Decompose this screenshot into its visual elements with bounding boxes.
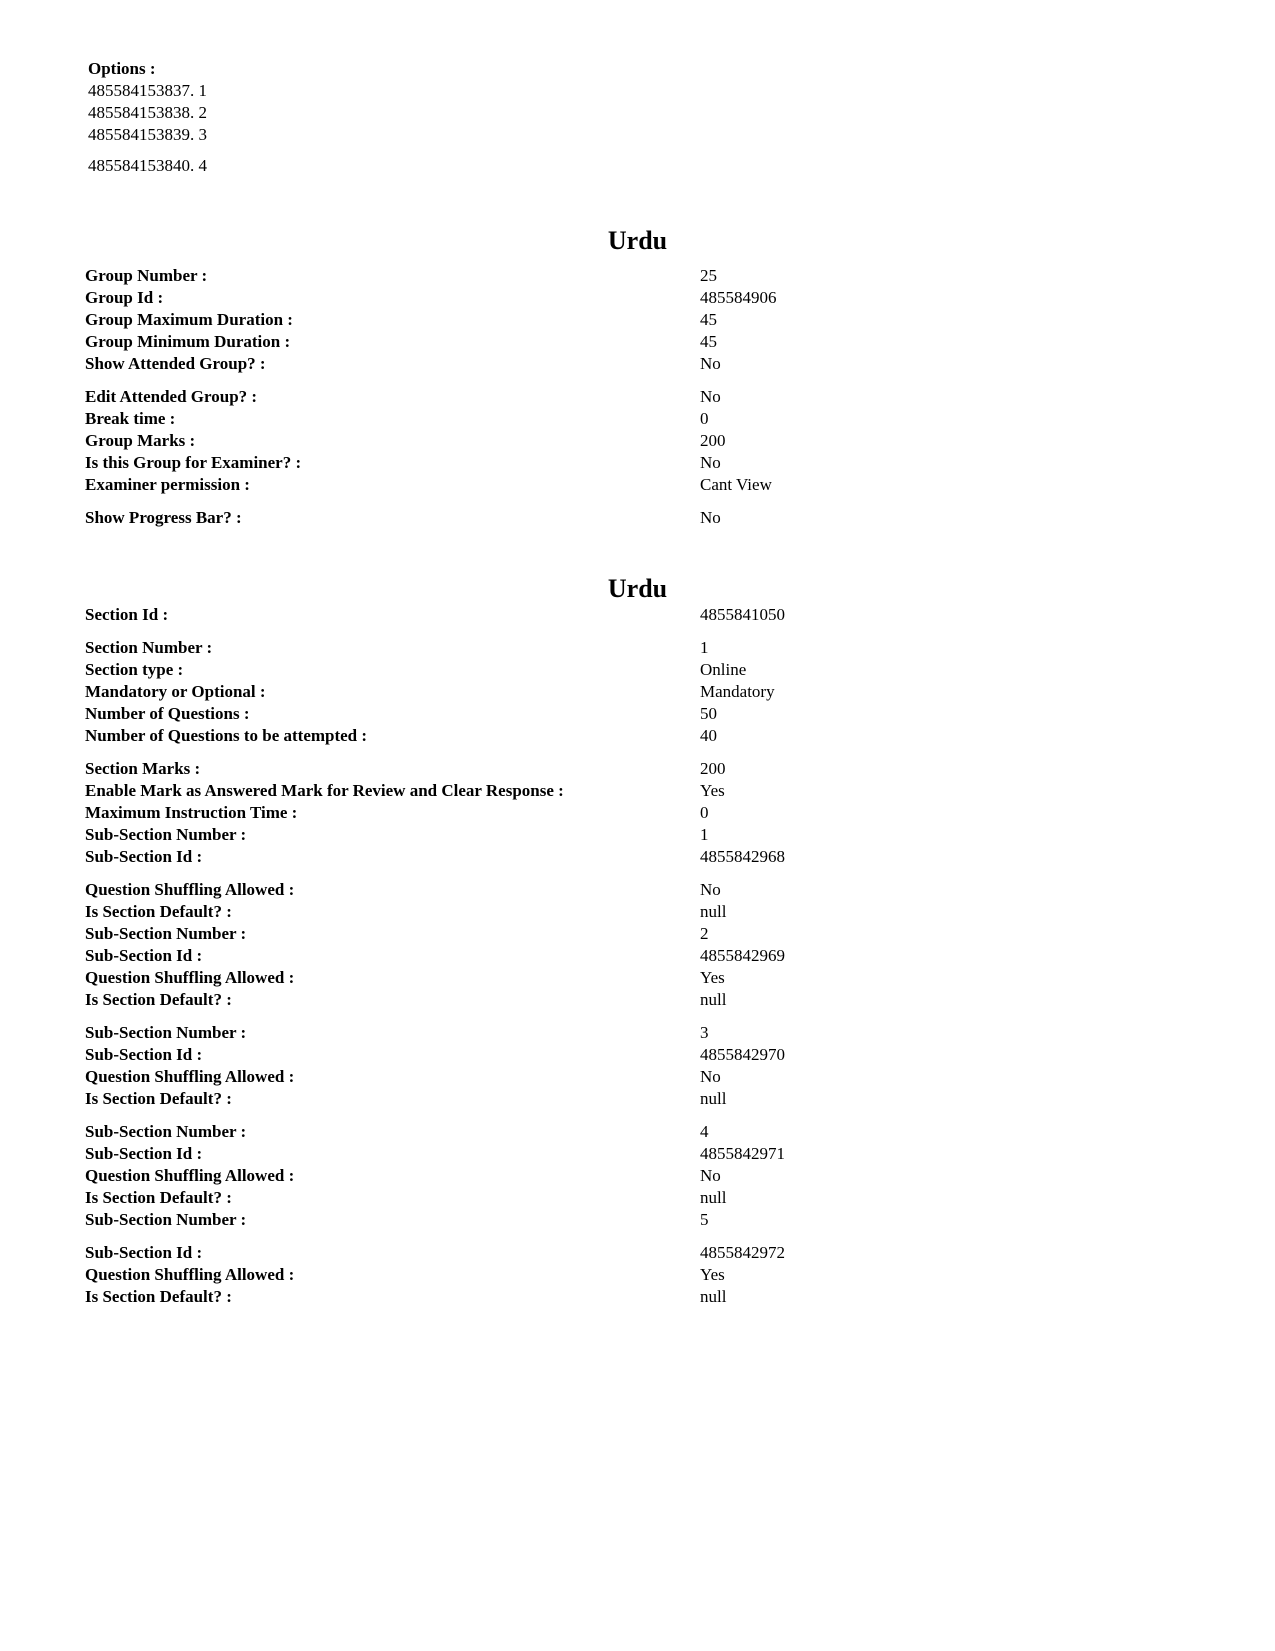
detail-row <box>85 430 885 452</box>
detail-label: Section Number : <box>85 638 213 657</box>
detail-label: Question Shuffling Allowed : <box>85 1067 295 1086</box>
detail-label: Question Shuffling Allowed : <box>85 1166 295 1185</box>
detail-value: 1 <box>700 825 709 844</box>
detail-label: Sub-Section Id : <box>85 847 203 866</box>
detail-label: Sub-Section Id : <box>85 946 203 965</box>
detail-label: Group Marks : <box>85 431 196 450</box>
detail-row <box>85 408 885 430</box>
detail-label: Is Section Default? : <box>85 990 232 1009</box>
detail-label: Sub-Section Number : <box>85 924 247 943</box>
detail-row <box>85 287 885 309</box>
detail-row <box>85 1044 885 1066</box>
detail-row <box>85 824 885 846</box>
detail-value: 485584906 <box>700 288 777 307</box>
detail-row <box>85 923 885 945</box>
detail-row <box>85 474 885 496</box>
options-block <box>88 58 207 177</box>
detail-value: 50 <box>700 704 717 723</box>
detail-value: 3 <box>700 1023 709 1042</box>
detail-label: Group Id : <box>85 288 164 307</box>
detail-label: Is this Group for Examiner? : <box>85 453 302 472</box>
detail-row <box>85 386 885 408</box>
detail-value: 5 <box>700 1210 709 1229</box>
detail-value: 4855842968 <box>700 847 785 866</box>
detail-row <box>85 1242 885 1264</box>
detail-label: Sub-Section Number : <box>85 825 247 844</box>
detail-row <box>85 1088 885 1110</box>
detail-label: Group Maximum Duration : <box>85 310 293 329</box>
detail-row <box>85 1165 885 1187</box>
detail-row <box>85 1022 885 1044</box>
detail-value: 45 <box>700 310 717 329</box>
detail-row <box>85 967 885 989</box>
option-item: 485584153839. 3 <box>88 125 207 144</box>
detail-label: Enable Mark as Answered Mark for Review and Clear Response : <box>85 781 564 800</box>
section-details-table <box>85 604 885 1308</box>
detail-label: Is Section Default? : <box>85 1089 232 1108</box>
detail-row <box>85 1264 885 1286</box>
detail-row <box>85 1187 885 1209</box>
detail-value: Yes <box>700 781 725 800</box>
detail-label: Question Shuffling Allowed : <box>85 968 295 987</box>
detail-row <box>85 1286 885 1308</box>
detail-value: 45 <box>700 332 717 351</box>
detail-label: Sub-Section Number : <box>85 1122 247 1141</box>
detail-row <box>85 265 885 287</box>
detail-value: 4 <box>700 1122 709 1141</box>
detail-row <box>85 989 885 1011</box>
detail-value: 200 <box>700 431 726 450</box>
detail-value: 200 <box>700 759 726 778</box>
detail-label: Edit Attended Group? : <box>85 387 258 406</box>
detail-row <box>85 452 885 474</box>
detail-label: Show Attended Group? : <box>85 354 266 373</box>
detail-value: null <box>700 1287 727 1306</box>
detail-value: null <box>700 1089 727 1108</box>
detail-label: Question Shuffling Allowed : <box>85 1265 295 1284</box>
detail-label: Section type : <box>85 660 184 679</box>
detail-value: No <box>700 1067 721 1086</box>
detail-value: No <box>700 880 721 899</box>
detail-value: 4855842970 <box>700 1045 785 1064</box>
detail-value: No <box>700 387 721 406</box>
detail-label: Show Progress Bar? : <box>85 508 242 527</box>
detail-value: 25 <box>700 266 717 285</box>
detail-value: Online <box>700 660 747 679</box>
detail-value: 40 <box>700 726 717 745</box>
detail-label: Group Minimum Duration : <box>85 332 291 351</box>
detail-label: Break time : <box>85 409 176 428</box>
detail-value: 0 <box>700 409 709 428</box>
detail-value: Yes <box>700 968 725 987</box>
detail-label: Number of Questions to be attempted : <box>85 726 368 745</box>
detail-row <box>85 1209 885 1231</box>
group-title: Urdu <box>607 226 668 255</box>
detail-row <box>85 703 885 725</box>
detail-label: Question Shuffling Allowed : <box>85 880 295 899</box>
detail-row <box>85 879 885 901</box>
detail-value: 1 <box>700 638 709 657</box>
option-item: 485584153837. 1 <box>88 81 207 100</box>
detail-row <box>85 945 885 967</box>
detail-label: Sub-Section Id : <box>85 1144 203 1163</box>
detail-row <box>85 1143 885 1165</box>
detail-label: Mandatory or Optional : <box>85 682 266 701</box>
detail-value: 4855842969 <box>700 946 785 965</box>
detail-row <box>85 331 885 353</box>
detail-value: 4855842972 <box>700 1243 785 1262</box>
detail-value: null <box>700 990 727 1009</box>
detail-row <box>85 725 885 747</box>
detail-row <box>85 604 885 626</box>
detail-value: No <box>700 354 721 373</box>
detail-label: Sub-Section Number : <box>85 1210 247 1229</box>
detail-label: Group Number : <box>85 266 208 285</box>
detail-label: Sub-Section Number : <box>85 1023 247 1042</box>
detail-row <box>85 659 885 681</box>
detail-label: Section Marks : <box>85 759 201 778</box>
detail-row <box>85 309 885 331</box>
detail-value: 0 <box>700 803 709 822</box>
detail-label: Is Section Default? : <box>85 1287 232 1306</box>
detail-value: 4855841050 <box>700 605 785 624</box>
detail-value: Mandatory <box>700 682 775 701</box>
detail-row <box>85 637 885 659</box>
detail-row <box>85 1121 885 1143</box>
section-title: Urdu <box>607 574 668 603</box>
detail-value: null <box>700 1188 727 1207</box>
detail-row <box>85 758 885 780</box>
options-label: Options : <box>88 59 156 78</box>
detail-row <box>85 802 885 824</box>
detail-row <box>85 901 885 923</box>
detail-label: Section Id : <box>85 605 169 624</box>
detail-row <box>85 681 885 703</box>
detail-label: Is Section Default? : <box>85 1188 232 1207</box>
detail-row <box>85 507 885 529</box>
detail-value: Cant View <box>700 475 772 494</box>
detail-row <box>85 846 885 868</box>
option-item: 485584153840. 4 <box>88 156 207 175</box>
detail-row <box>85 353 885 375</box>
detail-label: Is Section Default? : <box>85 902 232 921</box>
detail-value: Yes <box>700 1265 725 1284</box>
detail-label: Sub-Section Id : <box>85 1045 203 1064</box>
detail-value: No <box>700 453 721 472</box>
option-item: 485584153838. 2 <box>88 103 207 122</box>
detail-label: Maximum Instruction Time : <box>85 803 298 822</box>
group-details-table <box>85 265 885 529</box>
detail-label: Sub-Section Id : <box>85 1243 203 1262</box>
detail-value: 4855842971 <box>700 1144 785 1163</box>
detail-row <box>85 780 885 802</box>
detail-label: Number of Questions : <box>85 704 250 723</box>
detail-label: Examiner permission : <box>85 475 250 494</box>
detail-value: 2 <box>700 924 709 943</box>
detail-row <box>85 1066 885 1088</box>
detail-value: No <box>700 1166 721 1185</box>
detail-value: No <box>700 508 721 527</box>
detail-value: null <box>700 902 727 921</box>
